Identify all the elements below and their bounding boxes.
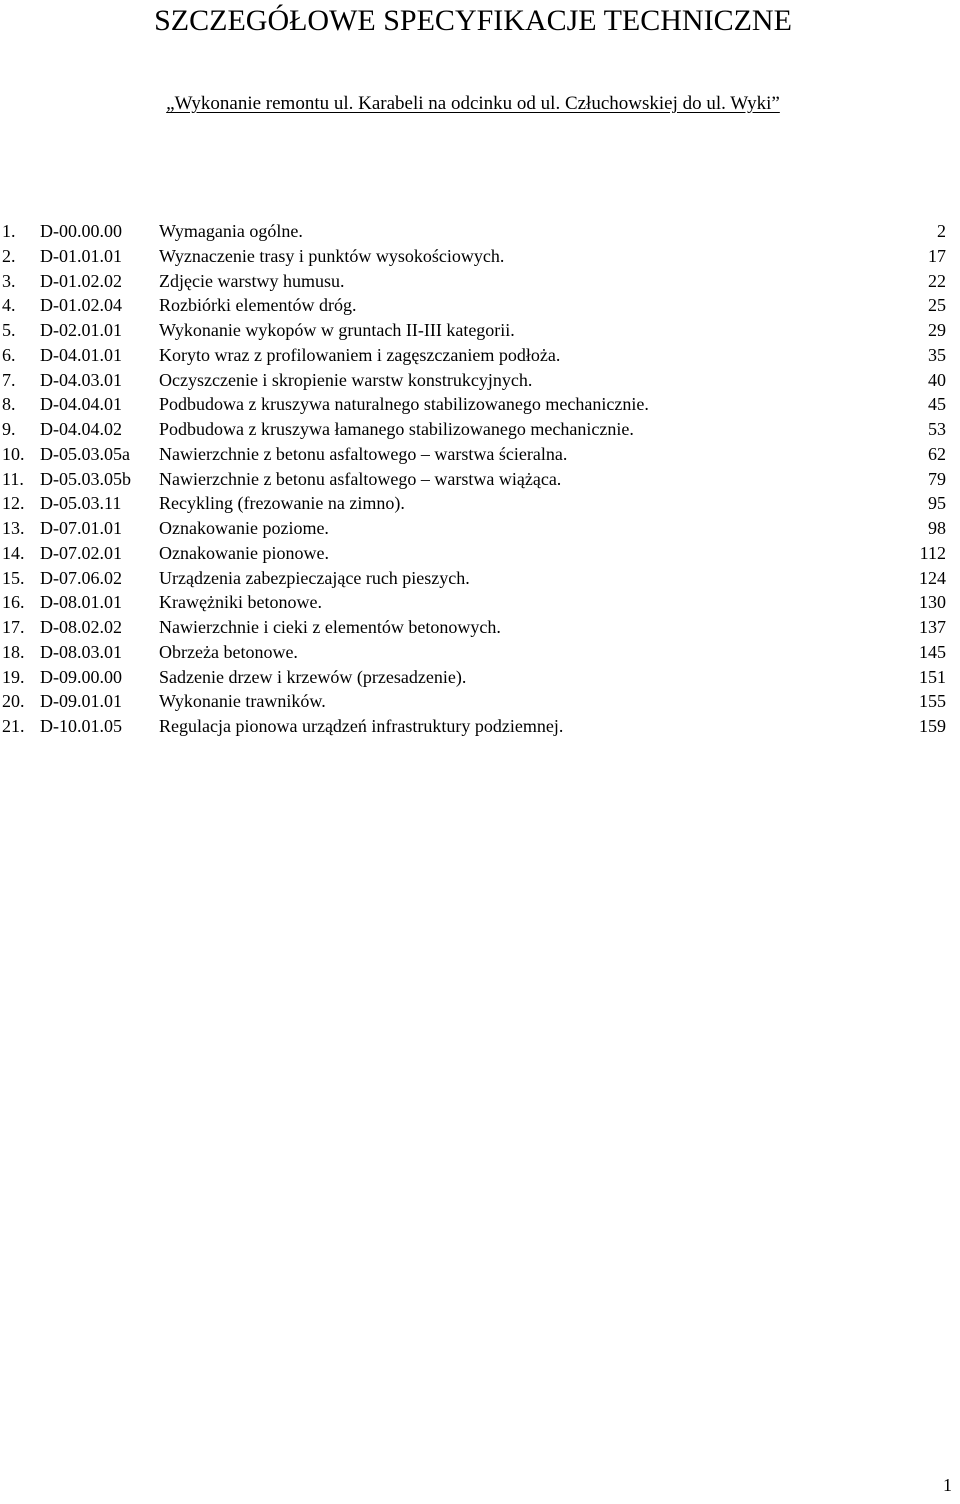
toc-entry-title: Rozbiórki elementów dróg. — [159, 295, 357, 316]
toc-entry-code: D-00.00.00 — [40, 221, 122, 241]
toc-entry-title: Nawierzchnie i cieki z elementów betonowych. — [159, 617, 501, 637]
toc-entry-page: 98 — [928, 518, 946, 538]
toc-entry-code: D-05.03.11 — [40, 493, 122, 514]
page-title: SZCZEGÓŁOWE SPECYFIKACJE TECHNICZNE — [154, 4, 792, 37]
toc-entry-page: 159 — [919, 716, 946, 736]
toc-entry-title: Krawężniki betonowe. — [159, 592, 322, 613]
toc-entry-title: Urządzenia zabezpieczające ruch pieszych. — [159, 567, 470, 588]
toc-entry-page: 130 — [919, 592, 946, 613]
toc-entry-page: 137 — [919, 617, 946, 637]
toc-entry — [2, 318, 946, 343]
toc-entry-title: Wymagania ogólne. — [159, 221, 303, 241]
toc-entry-code: D-01.02.04 — [40, 295, 122, 316]
toc-entry-page: 151 — [919, 666, 946, 687]
toc-entry-number: 20. — [2, 691, 25, 712]
toc-entry-code: D-04.04.02 — [40, 419, 122, 439]
toc-entry-title: Wykonanie trawników. — [159, 691, 326, 712]
toc-entry-page: 29 — [928, 320, 946, 340]
toc-entry — [2, 368, 946, 393]
toc-entry-code: D-09.01.01 — [40, 691, 122, 712]
toc-entry-title: Obrzeża betonowe. — [159, 641, 298, 662]
toc-entry-code: D-01.01.01 — [40, 245, 122, 266]
toc-entry-title: Wyznaczenie trasy i punktów wysokościowych. — [159, 245, 505, 266]
toc-entry — [2, 293, 946, 318]
toc-entry — [2, 244, 946, 269]
toc-entry-title: Recykling (frezowanie na zimno). — [159, 493, 405, 514]
page-number: 1 — [943, 1475, 952, 1495]
toc-entry — [2, 689, 946, 714]
toc-entry-title: Nawierzchnie z betonu asfaltowego – warstwa ścieralna. — [159, 443, 568, 464]
toc-entry-number: 1. — [2, 221, 16, 241]
toc-entry — [2, 269, 946, 294]
toc-entry-title: Oczyszczenie i skropienie warstw konstrukcyjnych. — [159, 369, 533, 390]
toc-entry-number: 2. — [2, 245, 16, 266]
toc-entry — [2, 541, 946, 566]
toc-entry — [2, 665, 946, 690]
toc-entry-title: Nawierzchnie z betonu asfaltowego – warstwa wiążąca. — [159, 468, 562, 489]
toc-entry-number: 11. — [2, 468, 24, 489]
toc-entry-code: D-05.03.05a — [40, 443, 130, 464]
toc-entry-code: D-02.01.01 — [40, 320, 122, 340]
toc-entry-title: Oznakowanie poziome. — [159, 518, 329, 538]
toc-entry — [2, 417, 946, 442]
toc-entry — [2, 640, 946, 665]
toc-entry-code: D-05.03.05b — [40, 468, 131, 489]
toc-entry-page: 35 — [928, 344, 946, 365]
toc-entry-page: 17 — [928, 245, 946, 266]
toc-entry-code: D-07.02.01 — [40, 542, 122, 563]
toc-entry-code: D-04.01.01 — [40, 344, 122, 365]
toc-entry-number: 15. — [2, 567, 25, 588]
toc-entry-number: 16. — [2, 592, 25, 613]
toc-entry-page: 22 — [928, 270, 946, 291]
toc-entry-code: D-07.01.01 — [40, 518, 122, 538]
toc-entry-page: 53 — [928, 419, 946, 439]
toc-entry-code: D-10.01.05 — [40, 716, 122, 736]
toc-entry-code: D-08.01.01 — [40, 592, 122, 613]
toc-entry-number: 10. — [2, 443, 25, 464]
toc-entry — [2, 491, 946, 516]
toc-entry-code: D-01.02.02 — [40, 270, 122, 291]
toc-entry-number: 9. — [2, 419, 16, 439]
toc-entry-title: Zdjęcie warstwy humusu. — [159, 270, 345, 291]
toc-entry-page: 45 — [928, 394, 946, 415]
toc-entry — [2, 714, 946, 739]
toc-entry — [2, 467, 946, 492]
toc-entry-number: 19. — [2, 666, 25, 687]
toc-entry-page: 155 — [919, 691, 946, 712]
toc-entry-code: D-04.04.01 — [40, 394, 122, 415]
toc-entry-number: 14. — [2, 542, 25, 563]
toc-entry-title: Koryto wraz z profilowaniem i zagęszczaniem podłoża. — [159, 344, 561, 365]
toc-entry-number: 18. — [2, 641, 25, 662]
toc-entry-title: Podbudowa z kruszywa łamanego stabilizowanego mechanicznie. — [159, 419, 634, 439]
toc-entry-page: 124 — [919, 567, 946, 588]
toc-entry-number: 8. — [2, 394, 16, 415]
toc-entry-page: 40 — [928, 369, 946, 390]
toc-entry-number: 7. — [2, 369, 16, 390]
toc-entry-number: 6. — [2, 344, 16, 365]
toc-entry — [2, 442, 946, 467]
toc-entry-number: 13. — [2, 518, 25, 538]
toc-entry — [2, 590, 946, 615]
toc-entry-code: D-08.02.02 — [40, 617, 122, 637]
toc-entry-number: 12. — [2, 493, 25, 514]
toc-entry — [2, 392, 946, 417]
toc-entry — [2, 516, 946, 541]
toc-entry-page: 79 — [928, 468, 946, 489]
toc-entry-code: D-07.06.02 — [40, 567, 122, 588]
toc-entry — [2, 566, 946, 591]
toc-entry-page: 25 — [928, 295, 946, 316]
table-of-contents — [2, 219, 946, 739]
toc-entry-title: Sadzenie drzew i krzewów (przesadzenie). — [159, 666, 467, 687]
toc-entry-title: Podbudowa z kruszywa naturalnego stabilizowanego mechanicznie. — [159, 394, 649, 415]
toc-entry-number: 5. — [2, 320, 16, 340]
toc-entry — [2, 615, 946, 640]
toc-entry-page: 2 — [937, 221, 946, 241]
toc-entry-code: D-09.00.00 — [40, 666, 122, 687]
toc-entry-code: D-08.03.01 — [40, 641, 122, 662]
toc-entry-code: D-04.03.01 — [40, 369, 122, 390]
toc-entry-number: 17. — [2, 617, 25, 637]
toc-entry-number: 3. — [2, 270, 16, 291]
toc-entry-page: 112 — [919, 542, 946, 563]
toc-entry — [2, 343, 946, 368]
toc-entry — [2, 219, 946, 244]
toc-entry-title: Oznakowanie pionowe. — [159, 542, 329, 563]
toc-entry-number: 21. — [2, 716, 25, 736]
toc-entry-page: 95 — [928, 493, 946, 514]
toc-entry-title: Regulacja pionowa urządzeń infrastruktury podziemnej. — [159, 716, 564, 736]
toc-entry-page: 62 — [928, 443, 946, 464]
toc-entry-title: Wykonanie wykopów w gruntach II-III kategorii. — [159, 320, 515, 340]
project-subtitle-text: „Wykonanie remontu ul. Karabeli na odcinku od ul. Człuchowskiej do ul. Wyki” — [166, 93, 780, 114]
toc-entry-page: 145 — [919, 641, 946, 662]
project-subtitle — [0, 92, 946, 116]
toc-entry-number: 4. — [2, 295, 16, 316]
